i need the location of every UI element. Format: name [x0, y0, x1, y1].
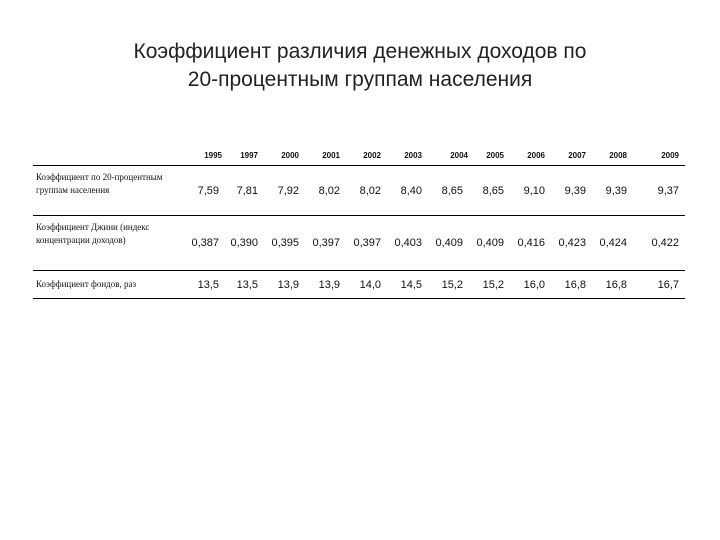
table-cell: 16,7 [657, 278, 679, 291]
table-cell: 13,9 [277, 278, 299, 291]
table-cell: 13,9 [318, 278, 340, 291]
year-header: 2004 [450, 151, 468, 160]
year-header: 2007 [568, 151, 586, 160]
table-cell: 8,02 [318, 184, 340, 197]
table-cell: 8,40 [400, 184, 422, 197]
table-cell: 7,81 [236, 184, 258, 197]
row-label: Коэффициент фондов, раз [36, 279, 137, 289]
header-row [33, 132, 685, 166]
table-cell: 0,423 [558, 237, 586, 249]
table-cell: 9,39 [605, 184, 627, 197]
table-row [33, 271, 685, 299]
table-cell: 9,39 [564, 184, 586, 197]
table-cell: 0,390 [230, 237, 258, 249]
header-empty-cell [33, 132, 181, 166]
table-row [33, 216, 685, 271]
year-header: 2009 [661, 151, 679, 160]
year-header: 2006 [527, 151, 545, 160]
year-header: 2000 [281, 151, 299, 160]
year-header: 2003 [404, 151, 422, 160]
table-cell: 16,8 [605, 278, 627, 291]
table-cell: 13,5 [236, 278, 258, 291]
year-header: 2001 [322, 151, 340, 160]
table-cell: 13,5 [197, 278, 219, 291]
table-cell: 0,416 [517, 237, 545, 249]
table-cell: 14,5 [400, 278, 422, 291]
table-cell: 0,409 [435, 237, 463, 249]
table-cell: 8,02 [359, 184, 381, 197]
table-cell: 14,0 [359, 278, 381, 291]
title-line-2: 20-процентным группам населения [187, 68, 533, 91]
year-header: 2002 [363, 151, 381, 160]
table-cell: 7,59 [197, 184, 219, 197]
table-cell: 0,409 [476, 237, 504, 249]
title-line-1: Коэффициент различия денежных доходов по [133, 40, 587, 63]
table-cell: 0,422 [651, 237, 679, 249]
row-label: Коэффициент по 20-процентным группам населения [36, 172, 163, 195]
table-cell: 8,65 [482, 184, 504, 197]
table-cell: 15,2 [482, 278, 504, 291]
year-header: 2008 [609, 151, 627, 160]
table-cell: 8,65 [441, 184, 463, 197]
year-header: 1997 [240, 151, 258, 160]
table-cell: 0,395 [271, 237, 299, 249]
year-header: 1995 [204, 151, 222, 160]
table-cell: 15,2 [441, 278, 463, 291]
table-cell: 16,8 [564, 278, 586, 291]
income-ratio-table [33, 132, 685, 299]
table-cell: 16,0 [523, 278, 545, 291]
table-cell: 0,424 [599, 237, 627, 249]
table-cell: 9,37 [657, 184, 679, 197]
table-cell: 0,397 [353, 237, 381, 249]
table-cell: 0,397 [312, 237, 340, 249]
year-header: 2005 [486, 151, 504, 160]
table-cell: 0,387 [191, 237, 219, 249]
row-label: Коэффициент Джини (индекс концентрации доходов) [36, 222, 150, 245]
page-title [40, 38, 680, 94]
table-cell: 0,403 [394, 237, 422, 249]
table-row [33, 166, 685, 216]
table-cell: 9,10 [523, 184, 545, 197]
table-cell: 7,92 [277, 184, 299, 197]
